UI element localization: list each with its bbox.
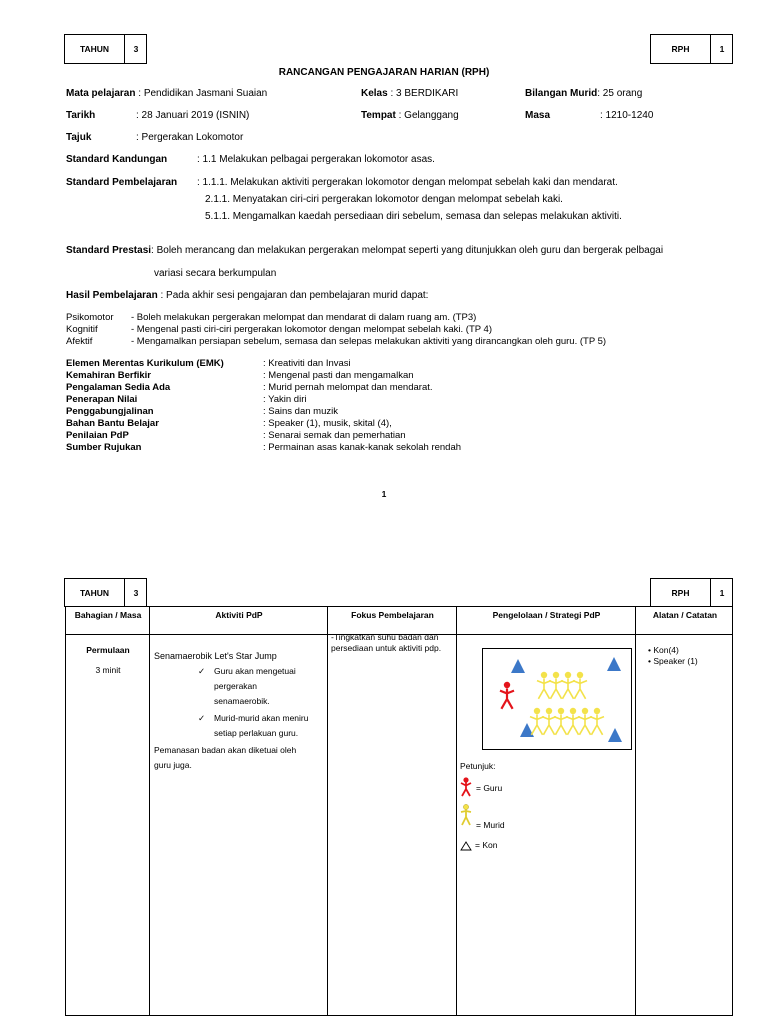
cone-icon xyxy=(511,659,525,673)
standard-prestasi-row xyxy=(66,245,663,257)
hasil-pembelajaran-value: : Pada akhir sesi pengajaran dan pembelajaran murid dapat: xyxy=(157,290,429,301)
formation-diagram xyxy=(482,648,632,750)
page1-rph-box xyxy=(650,34,733,64)
cone-icon xyxy=(607,657,621,671)
tajuk-value: : Pergerakan Lokomotor xyxy=(136,132,244,143)
murid-icon xyxy=(578,708,592,735)
tempat-row xyxy=(361,110,459,122)
standard-pembelajaran-item: 5.1.1. Mengamalkan kaedah persediaan diri sebelum, semasa dan selepas melakukan aktiviti. xyxy=(205,211,622,222)
murid-icon xyxy=(549,672,563,699)
standard-kandungan-label: Standard Kandungan xyxy=(66,154,168,165)
standard-prestasi-value: : Boleh merancang dan melakukan pergerakan melompat seperti yang ditunjukkan oleh guru dan bergerak pelbagai xyxy=(151,245,664,256)
rph-value: 1 xyxy=(719,44,725,54)
murid-icon xyxy=(590,708,604,735)
domain-name: Psikomotor xyxy=(66,312,114,323)
element-label: Penerapan Nilai xyxy=(66,394,138,405)
murid-icon xyxy=(537,672,551,699)
page2-rph-box xyxy=(650,578,733,607)
domain-text: - Mengenal pasti ciri-ciri pergerakan lokomotor dengan melompat sebelah kaki. (TP 4) xyxy=(131,324,492,335)
murid-icon xyxy=(542,708,556,735)
petunjuk-label: Petunjuk: xyxy=(460,761,496,771)
element-label: Bahan Bantu Belajar xyxy=(66,418,159,429)
bilangan-row xyxy=(525,88,642,100)
rph-value: 1 xyxy=(719,587,725,598)
mata-pelajaran-value: : Pendidikan Jasmani Suaian xyxy=(138,88,268,99)
aktiviti-text: Murid-murid akan meniru xyxy=(214,713,309,723)
tempat-value: : Gelanggang xyxy=(398,110,459,121)
header-pengelolaan: Pengelolaan / Strategi PdP xyxy=(492,610,601,620)
aktiviti-text: setiap perlakuan guru. xyxy=(214,728,299,738)
page1-tahun-box xyxy=(64,34,147,64)
domain-text: - Boleh melakukan pergerakan melompat dan mendarat di dalam ruang am. (TP3) xyxy=(131,312,477,323)
tarikh-label: Tarikh xyxy=(66,110,96,121)
standard-kandungan-value: : 1.1 Melakukan pelbagai pergerakan lokomotor asas. xyxy=(197,154,435,165)
alatan-item: • Kon(4) xyxy=(648,645,679,655)
standard-prestasi-label: Standard Prestasi xyxy=(66,245,152,256)
element-value: : Kreativiti dan Invasi xyxy=(263,358,351,369)
domain-name: Afektif xyxy=(66,336,93,347)
masa-label: Masa xyxy=(525,110,551,121)
element-value: : Yakin diri xyxy=(263,394,307,405)
mata-pelajaran-label: Mata pelajaran xyxy=(66,88,136,99)
kelas-row xyxy=(361,88,458,100)
murid-icon xyxy=(573,672,587,699)
legend-kon: = Kon xyxy=(475,840,498,850)
legend-guru: = Guru xyxy=(476,783,503,793)
domain-text: - Mengamalkan persiapan sebelum, semasa dan selepas melakukan aktiviti yang dirancangkan oleh guru. (TP 5) xyxy=(131,336,607,347)
fokus-text: -Tingkatkan suhu badan dan xyxy=(331,632,439,642)
tahun-value: 3 xyxy=(133,587,139,598)
murid-legend-icon xyxy=(460,804,472,826)
aktiviti-note: guru juga. xyxy=(154,760,192,770)
alatan-item-text: Kon(4) xyxy=(653,645,679,655)
element-value: : Speaker (1), musik, skital (4), xyxy=(263,418,392,429)
element-value: : Senarai semak dan pemerhatian xyxy=(263,430,406,441)
hasil-pembelajaran-label: Hasil Pembelajaran xyxy=(66,290,158,301)
bahagian-value: Permulaan xyxy=(86,645,130,655)
element-label: Kemahiran Berfikir xyxy=(66,370,152,381)
murid-icon xyxy=(566,708,580,735)
kon-legend-icon xyxy=(460,841,472,851)
page-title: RANCANGAN PENGAJARAN HARIAN (RPH) xyxy=(278,67,490,78)
element-label: Elemen Merentas Kurikulum (EMK) xyxy=(66,358,224,369)
check-icon: ✓ xyxy=(198,713,206,723)
header-alatan: Alatan / Catatan xyxy=(652,610,718,620)
element-label: Penilaian PdP xyxy=(66,430,129,441)
element-label: Penggabungjalinan xyxy=(66,406,154,417)
alatan-item-text: Speaker (1) xyxy=(653,656,698,666)
tarikh-value: : 28 Januari 2019 (ISNIN) xyxy=(136,110,250,121)
page-number: 1 xyxy=(381,489,387,499)
standard-pembelajaran-item: : 1.1.1. Melakukan aktiviti pergerakan lokomotor dengan melompat sebelah kaki dan mendarat. xyxy=(197,177,618,188)
kelas-label: Kelas xyxy=(361,88,388,99)
aktiviti-text: Guru akan mengetuai xyxy=(214,666,296,676)
header-fokus: Fokus Pembelajaran xyxy=(351,610,434,620)
bilangan-value: : 25 orang xyxy=(597,88,643,99)
murid-icon xyxy=(530,708,544,735)
tahun-label: TAHUN xyxy=(65,35,125,63)
standard-pembelajaran-label: Standard Pembelajaran xyxy=(66,177,178,188)
murid-icon xyxy=(561,672,575,699)
bilangan-label: Bilangan Murid xyxy=(525,88,598,99)
aktiviti-text: pergerakan xyxy=(214,681,258,691)
header-aktiviti: Aktiviti PdP xyxy=(215,610,263,620)
cone-icon xyxy=(608,728,622,742)
standard-prestasi-line2: variasi secara berkumpulan xyxy=(154,268,277,279)
aktiviti-text: senamaerobik. xyxy=(214,696,270,706)
tajuk-label: Tajuk xyxy=(66,132,92,143)
domain-name: Kognitif xyxy=(66,324,98,335)
alatan-item: • Speaker (1) xyxy=(648,656,698,666)
masa-value: : 1210-1240 xyxy=(600,110,654,121)
fokus-text: persediaan untuk aktiviti pdp. xyxy=(331,643,442,653)
guru-legend-icon xyxy=(460,777,472,797)
header-bahagian: Bahagian / Masa xyxy=(74,610,142,620)
hasil-pembelajaran-row xyxy=(66,290,428,302)
tempat-label: Tempat xyxy=(361,110,396,121)
rph-label: RPH xyxy=(651,35,711,63)
page2-tahun-box xyxy=(64,578,147,607)
check-icon: ✓ xyxy=(198,666,206,676)
legend-murid: = Murid xyxy=(476,820,505,830)
element-value: : Murid pernah melompat dan mendarat. xyxy=(263,382,433,393)
standard-pembelajaran-item: 2.1.1. Menyatakan ciri-ciri pergerakan lokomotor dengan melompat sebelah kaki. xyxy=(205,194,563,205)
mata-pelajaran-row xyxy=(66,88,267,100)
element-value: : Mengenal pasti dan mengamalkan xyxy=(263,370,414,381)
aktiviti-title: Senamaerobik Let's Star Jump xyxy=(154,651,277,661)
murid-icon xyxy=(554,708,568,735)
masa-value: 3 minit xyxy=(95,665,121,675)
element-label: Pengalaman Sedia Ada xyxy=(66,382,171,393)
tahun-value: 3 xyxy=(133,44,139,54)
rph-label: RPH xyxy=(651,579,711,606)
guru-icon xyxy=(500,682,514,709)
element-value: : Sains dan muzik xyxy=(263,406,338,417)
formation-svg xyxy=(483,649,633,751)
tahun-label: TAHUN xyxy=(65,579,125,606)
element-label: Sumber Rujukan xyxy=(66,442,142,453)
kelas-value: : 3 BERDIKARI xyxy=(390,88,459,99)
element-value: : Permainan asas kanak-kanak sekolah rendah xyxy=(263,442,462,453)
aktiviti-note: Pemanasan badan akan diketuai oleh xyxy=(154,745,297,755)
